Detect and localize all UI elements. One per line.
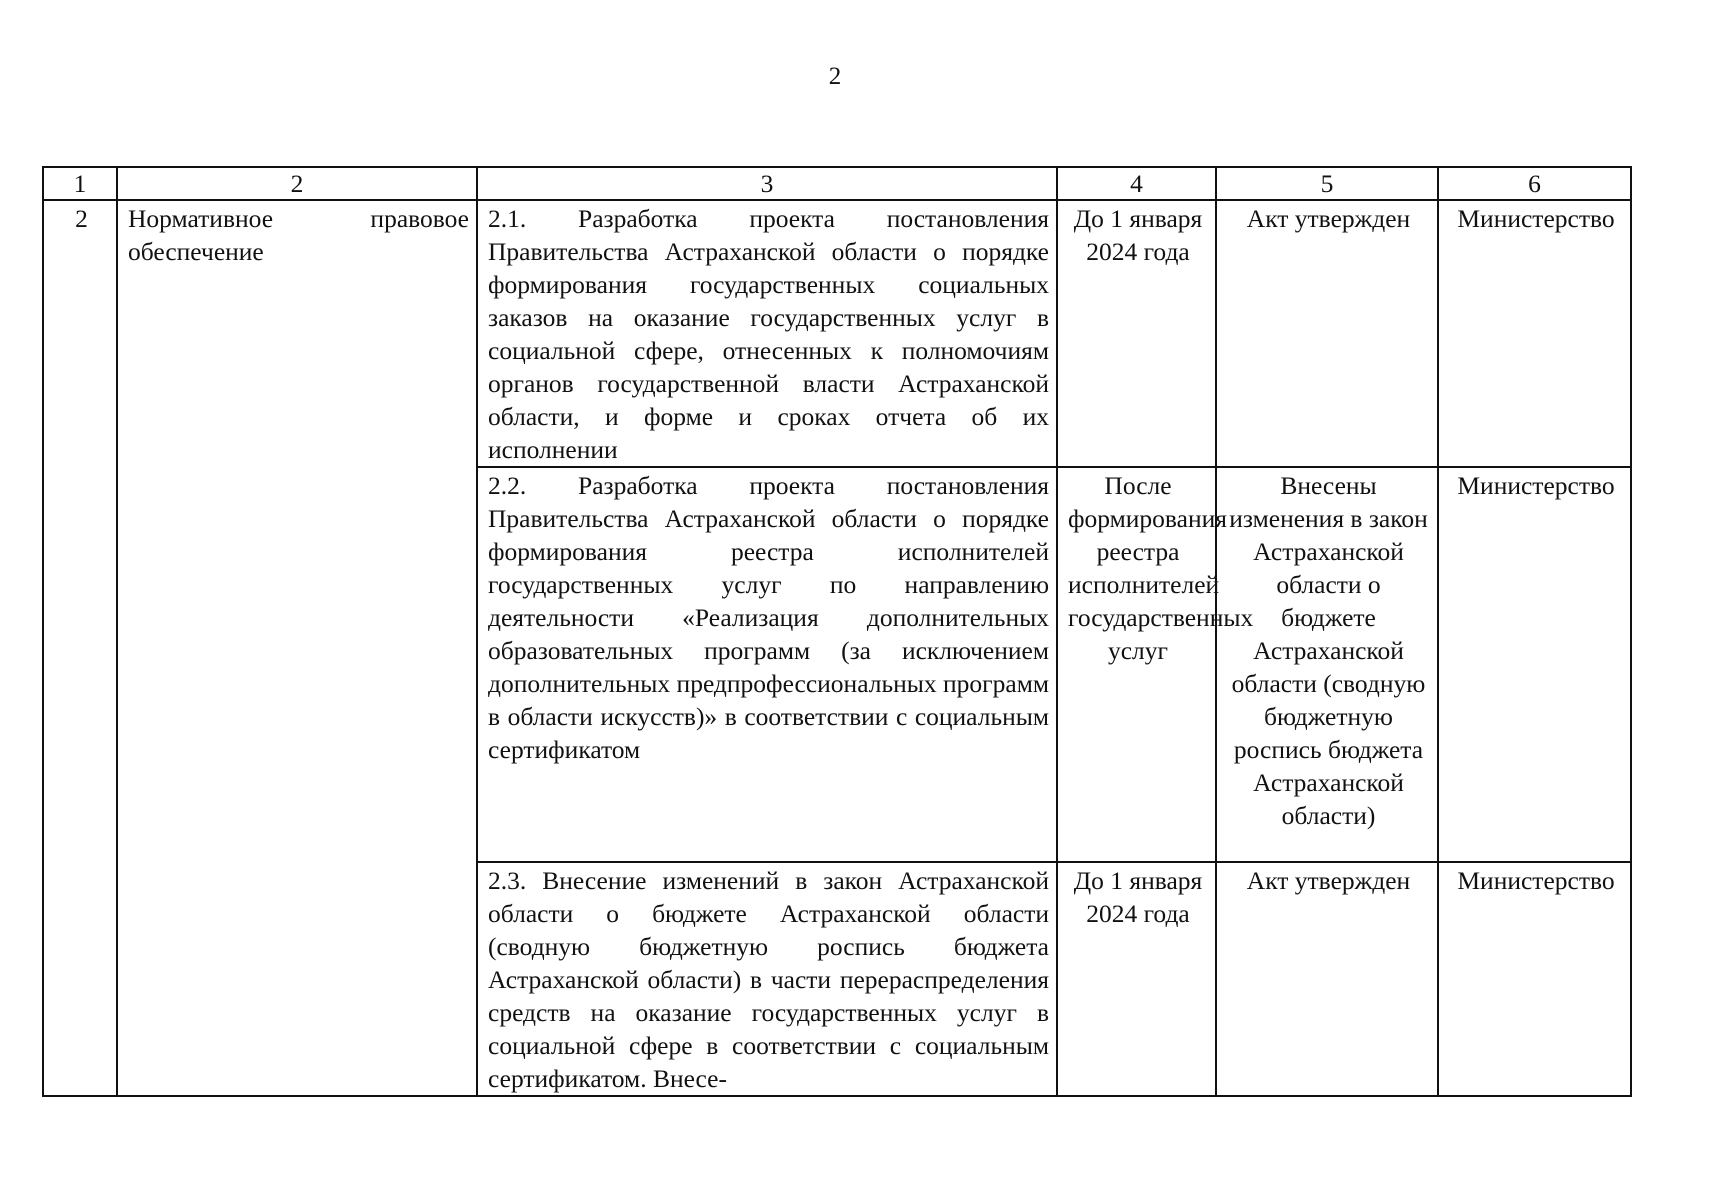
action-plan-table bbox=[42, 166, 1632, 1097]
direction-word-2: правовое bbox=[370, 204, 469, 233]
result-2-3: Акт утвержден bbox=[1216, 862, 1438, 1096]
column-number-5: 5 bbox=[1216, 167, 1438, 200]
direction-line-2: обеспечение bbox=[128, 237, 264, 266]
table-header bbox=[43, 167, 1631, 200]
page-number: 2 bbox=[828, 63, 842, 90]
section-number: 2 bbox=[43, 200, 117, 1096]
responsible-2-1: Министерство bbox=[1438, 200, 1631, 467]
deadline-2-1: До 1 января 2024 года bbox=[1057, 200, 1216, 467]
direction-line-1 bbox=[128, 202, 469, 235]
column-number-4: 4 bbox=[1057, 167, 1216, 200]
measure-2-1: 2.1. Разработка проекта постановления Правительства Астраханской области о порядке формирования государственных социальных заказов на оказание государственных услуг в социальной сфере, отнесенных к полномочиям органов государственной власти Астраханской области, и форме и сроках отчета об их исполнении bbox=[477, 200, 1057, 467]
table-body bbox=[43, 200, 1631, 1096]
responsible-2-2: Министерство bbox=[1438, 467, 1631, 862]
result-2-1: Акт утвержден bbox=[1216, 200, 1438, 467]
section-direction bbox=[117, 200, 477, 1096]
direction-word-1: Нормативное bbox=[128, 204, 274, 233]
column-number-row bbox=[43, 167, 1631, 200]
column-number-3: 3 bbox=[477, 167, 1057, 200]
table-row bbox=[43, 200, 1631, 467]
responsible-2-3: Министерство bbox=[1438, 862, 1631, 1096]
column-number-2: 2 bbox=[117, 167, 477, 200]
result-2-2: Внесены изменения в закон Астраханской области о бюджете Астраханской области (сводную бюджетную роспись бюджета Астраханской области) bbox=[1216, 467, 1438, 862]
deadline-2-3: До 1 января 2024 года bbox=[1057, 862, 1216, 1096]
column-number-1: 1 bbox=[43, 167, 117, 200]
measure-2-3: 2.3. Внесение изменений в закон Астраханской области о бюджете Астраханской области (сводную бюджетную роспись бюджета Астраханской области) в части перераспределения средств на оказание государственных услуг в социальной сфере в соответствии с социальным сертификатом. Внесе- bbox=[477, 862, 1057, 1096]
measure-2-2: 2.2. Разработка проекта постановления Правительства Астраханской области о порядке формирования реестра исполнителей государственных услуг по направлению деятельности «Реализация дополнительных образовательных программ (за исключением дополнительных предпрофессиональных программ в области искусств)» в соответствии с социальным сертификатом bbox=[477, 467, 1057, 862]
column-number-6: 6 bbox=[1438, 167, 1631, 200]
deadline-2-2: После формирования реестра исполнителей государственных услуг bbox=[1057, 467, 1216, 862]
